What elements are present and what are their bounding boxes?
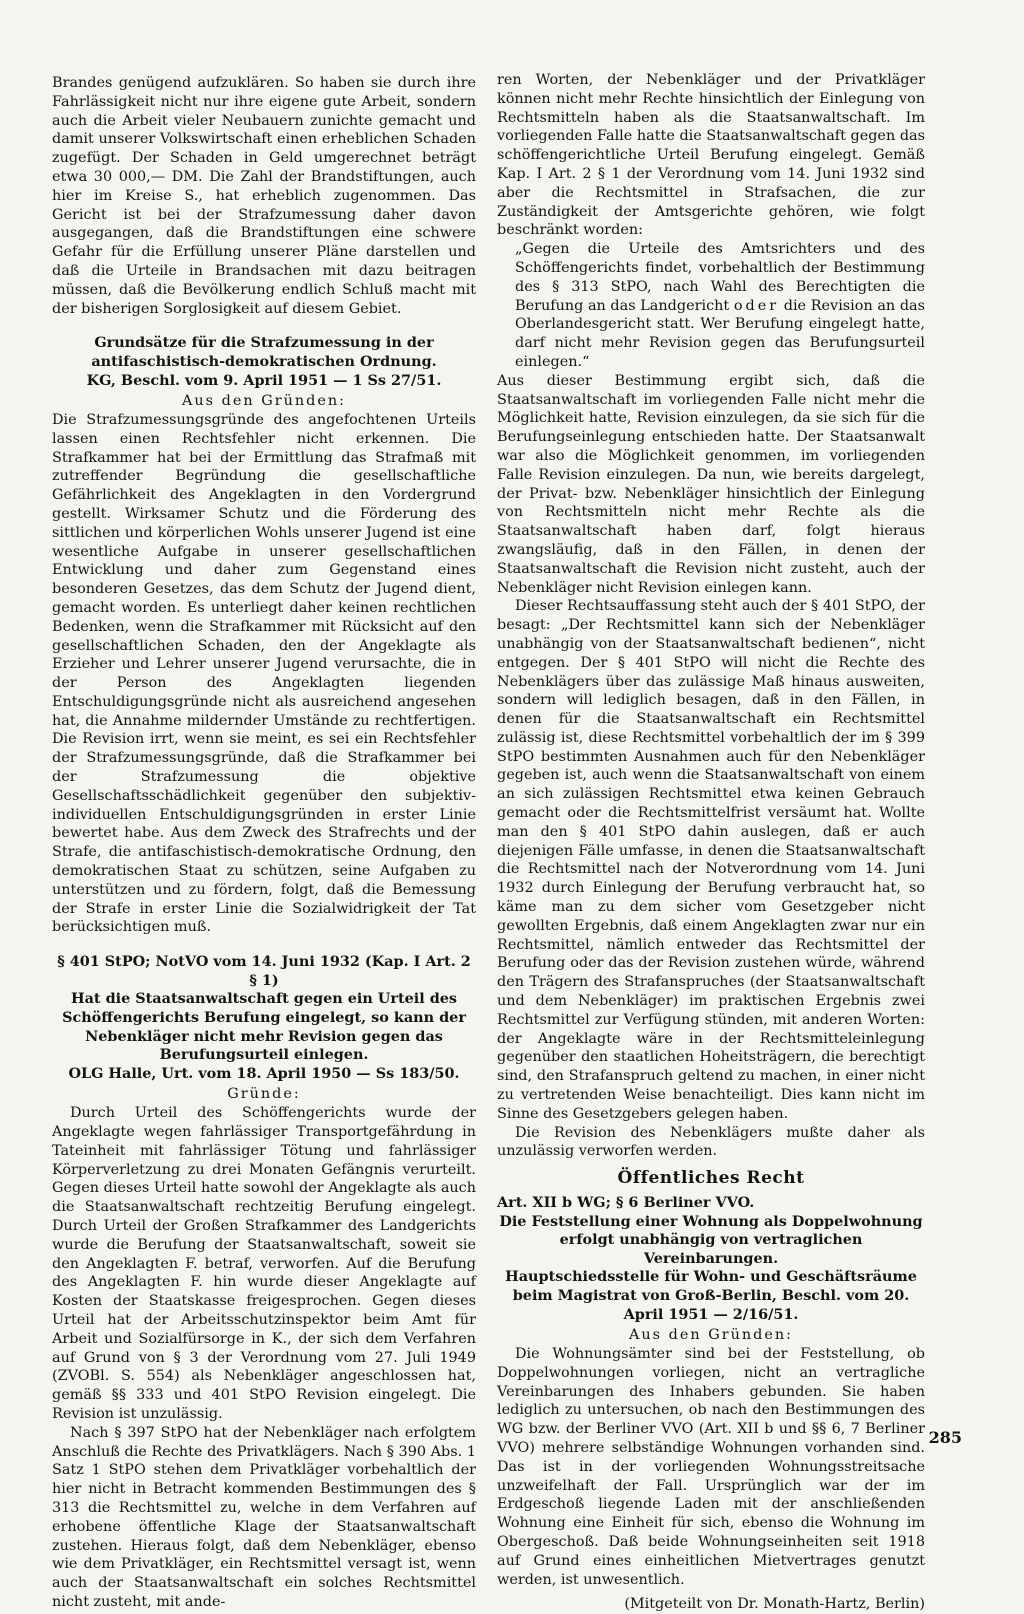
case2-citation: OLG Halle, Urt. vom 18. April 1950 — Ss 183/50. [68,1064,460,1082]
statute-quote-oder: oder [733,297,780,314]
case2-headnote-ref: § 401 StPO; NotVO vom 14. Juni 1932 (Kap. I Art. 2 § 1) [57,953,471,989]
case1-body: Die Strafzumessungsgründe des angefochtenen Urteils lassen einen Rechtsfehler nicht erkennen. Die Strafkammer hat bei der Ermittlung das Strafmaß mit zutreffender Begründung die gesellschaftliche Gefährlichkeit des Angeklagten in den Vordergrund gestellt. Wirksamer Schutz und die Förderung des sittlichen und körperlichen Wohls unserer Jugend ist eine wesentliche Aufgabe in unserer gesellschaftlichen Entwicklung und daher zum Gegenstand eines besonderen Gesetzes, das dem Schutz der Jugend dient, gemacht worden. Es unterliegt daher keinen rechtlichen Bedenken, wenn die Strafkammer mit Rücksicht auf den gesellschaftlichen Schaden, den der Angeklagte als Erzieher und Lehrer unserer Jugend verursachte, die in der Person des Angeklagten liegenden Entschuldigungsgründe nicht als ausreichend angesehen hat, die Annahme mildernder Umstände zu rechtfertigen. Die Revision irrt, wenn sie meint, es sei ein Rechtsfehler der Strafzumessungsgründe, daß die Strafkammer bei der Strafzumessung die objektive Gesellschaftsschädlichkeit gegenüber den subjektiv-individuellen Entschuldigungsgründen in erster Linie bewertet habe. Aus dem Zweck des Strafrechts und der Strafe, die antifaschistisch-demokratische Ordnung, den demokratischen Staat zu schützen, seine Aufgaben zu unterstützen und zu fördern, folgt, daß die Bemessung der Strafe in erster Linie die Sozialwidrigkeit der Tat berücksichtigen muß. [52,411,476,936]
intro-paragraph: Brandes genügend aufzuklären. So haben sie durch ihre Fahrlässigkeit nicht nur ihre eigene gute Arbeit, sondern auch die Arbeit vieler Neubauern zunichte gemacht und damit unserer Volkswirtschaft einen erheblichen Schaden zugefügt. Der Schaden in Geld umgerechnet beträgt etwa 30 000,— DM. Die Zahl der Brandstiftungen, auch hier im Kreise S., hat erheblich zugenommen. Das Gericht ist bei der Strafzumessung daher davon ausgegangen, daß die Brandstiftungen eine schwere Gefahr für die Erfüllung unserer Pläne darstellen und daß die Urteile in Brandsachen mit dazu beitragen müssen, daß die Bevölkerung endlich Schluß macht mit der bisherigen Sorglosigkeit auf diesem Gebiet. [52,75,476,317]
case2-headnote: Hat die Staatsanwaltschaft gegen ein Urteil des Schöffengerichts Berufung eingelegt, so kann der Nebenkläger nicht mehr Revision gegen das Berufungsurteil einlegen. [62,990,466,1064]
statute-quote-part-a: „Gegen die Urteile des Amtsrichters und des Schöffengerichts findet, vorbehaltlich der Bestimmung des § 313 StPO, nach Wahl des Berechtigten die Berufung an das Landgericht [515,241,925,314]
case3-body: Die Wohnungsämter sind bei der Feststellung, ob Doppelwohnungen vorliegen, nicht an vertragliche Vereinbarungen des Inhabers gebunden. Sie haben lediglich zu untersuchen, ob nach den Bestimmungen des WG bzw. der Berliner VVO (Art. XII b und §§ 6, 7 Berliner VVO) mehrere selbständige Wohnungen vorhanden sind. Das ist in der vorliegenden Wohnungsstreitsache unzweifelhaft der Fall. Ursprünglich war der im Erdgeschoß liegende Laden mit der anschließenden Wohnung eine Einheit für sich, ebenso die Wohnung im Obergeschoß. Daß beide Wohnungseinheiten seit 1918 auf Grund eines einheitlichen Mietvertrages genutzt werden, ist unwesentlich. [497,1345,925,1588]
left-column [52,74,476,1612]
page-number: 285 [928,1428,962,1447]
continuation-paragraph-1: ren Worten, der Nebenkläger und der Privatkläger können nicht mehr Rechte hinsichtlich der Einlegung von Rechtsmitteln haben als die Staatsanwaltschaft. Im vorliegenden Falle hatte die Staatsanwaltschaft gegen das schöffengerichtliche Urteil Berufung eingelegt. Gemäß Kap. I Art. 2 § 1 der Verordnung vom 14. Juni 1932 sind aber die Rechtsmittel in Strafsachen, die zur Zuständigkeit der Amtsgerichte gehören, wie folgt beschränkt worden: [497,72,925,239]
right-paragraph-3: Dieser Rechtsauffassung steht auch der § 401 StPO, der besagt: „Der Rechtsmittel kann sich der Nebenkläger unabhängig von der Staatsanwaltschaft bedienen“, nicht entgegen. Der § 401 StPO will nicht die Rechte des Nebenklägers über das zulässige Maß hinaus ausweiten, sondern will lediglich besagen, daß in den Fällen, in denen für die Staatsanwaltschaft ein Rechtsmittel zulässig ist, diese Rechtsmittel vorbehaltlich der im § 399 StPO bestimmten Ausnahmen auch für den Nebenkläger gegeben ist, auch wenn die Staatsanwaltschaft von einem an sich zulässigen Rechtsmittel etwa keinen Gebrauch gemacht oder die Rechtsmittelfrist versäumt hat. Wollte man den § 401 StPO dahin auslegen, daß er auch diejenigen Fälle umfasse, in denen die Staatsanwaltschaft die Rechtsmittel nach der Notverordnung vom 14. Juni 1932 durch Einlegung der Berufung verbraucht hat, so käme man zu dem sicher vom Gesetzgeber nicht gewollten Ergebnis, daß einem Angeklagten zwar nur ein Rechtsmittel, nämlich entweder das Rechtsmittel der Berufung oder das der Revision zustehen würde, während den Trägern des Strafanspruches (der Staatsanwaltschaft und dem Nebenkläger) im praktischen Ergebnis zwei Rechtsmittel zur Verfügung stünden, mit anderen Worten: der Angeklagte wäre in der Rechtsmitteleinlegung gegenüber den staatlichen Hoheitsträgern, die berechtigt sind, den Strafanspruch geltend zu machen, in einer nicht zu vertretenden Weise benachteiligt. Dies kann nicht im Sinne des Gesetzgebers gelegen haben. [497,598,925,1122]
case3-signature: (Mitgeteilt von Dr. Monath-Hartz, Berlin) [624,1596,925,1613]
case2-paragraph-2: Nach § 397 StPO hat der Nebenkläger nach erfolgtem Anschluß die Rechte des Privatklägers. Nach § 390 Abs. 1 Satz 1 StPO stehen dem Privatkläger vorbehaltlich der hier nicht in Betracht kommenden Bestimmungen des § 313 die Rechtsmittel zu, welche in dem Verfahren auf erhobene öffentliche Klage der Staatsanwaltschaft zustehen. Hieraus folgt, daß dem Nebenkläger, ebenso wie dem Privatkläger, ein Rechtsmittel versagt ist, wenn auch der Staatsanwaltschaft ein solches Rechtsmittel nicht zusteht, mit ande- [52,1424,476,1610]
right-paragraph-4: Die Revision des Nebenklägers mußte daher als unzulässig verworfen werden. [497,1124,925,1160]
right-column [497,71,925,1614]
case1-grounds-label: Aus den Gründen: [182,393,346,410]
section-title-public-law: Öffentliches Recht [617,1168,805,1189]
case2-paragraph-1: Durch Urteil des Schöffengerichts wurde der Angeklagte wegen fahrlässiger Transportgefährdung in Tateinheit mit fahrlässiger Tötung und fahrlässiger Körperverletzung zu drei Monaten Gefängnis verurteilt. Gegen dieses Urteil hatte sowohl der Angeklagte als auch die Staatsanwaltschaft rechtzeitig Berufung eingelegt. Durch Urteil der Großen Strafkammer des Landgerichts wurde die Berufung der Staatsanwaltschaft, soweit sie den Angeklagten F. betraf, verworfen. Auf die Berufung des Angeklagten F. hin wurde dieser Angeklagte auf Kosten der Staatskasse freigesprochen. Gegen dieses Urteil hat der Arbeitsschutzinspektor beim Amt für Arbeit und Sozialfürsorge in K., der sich dem Verfahren auf Grund von § 3 der Verordnung vom 27. Juli 1949 (ZVOBl. S. 554) als Nebenkläger angeschlossen hat, gemäß §§ 333 und 401 StPO Revision eingelegt. Die Revision ist unzulässig. [52,1105,476,1422]
case3-headnote: Die Feststellung einer Wohnung als Doppelwohnung erfolgt unabhängig von vertraglichen Vereinbarungen. [499,1212,923,1267]
case3-headnote-ref: Art. XII b WG; § 6 Berliner VVO. [497,1194,755,1212]
case3-grounds-label: Aus den Gründen: [629,1327,793,1344]
case1-citation: KG, Beschl. vom 9. April 1951 — 1 Ss 27/51. [86,371,442,389]
case3-citation: Hauptschiedsstelle für Wohn- und Geschäftsräume beim Magistrat von Groß-Berlin, Beschl. vom 20. April 1951 — 2/16/51. [505,1268,917,1323]
case1-headnote: Grundsätze für die Strafzumessung in der antifaschistisch-demokratischen Ordnung. [91,334,437,370]
case2-grounds-label: Gründe: [227,1086,301,1103]
continuation-paragraph-2: Aus dieser Bestimmung ergibt sich, daß die Staatsanwaltschaft im vorliegenden Falle nicht mehr die Möglichkeit hatte, Revision einzulegen, da sie sich für die Berufungseinlegung entschieden hatte. Der Staatsanwalt war also die Möglichkeit genommen, im vorliegenden Falle Revision einzulegen. Da nun, wie bereits dargelegt, der Privat- bzw. Nebenkläger hinsichtlich der Einlegung von Rechtsmitteln nicht mehr Rechte als die Staatsanwaltschaft haben darf, folgt hieraus zwangsläufig, daß in den Fällen, in denen der Staatsanwaltschaft die Revision nicht zusteht, auch der Nebenkläger nicht Revision einlegen kann. [497,372,925,596]
statute-quote [515,240,925,372]
statute-quote-part-b: die Revision an das Oberlandesgericht statt. Wer Berufung eingelegt hatte, darf nicht mehr Revision gegen das Berufungsurteil einlegen.“ [515,297,926,370]
